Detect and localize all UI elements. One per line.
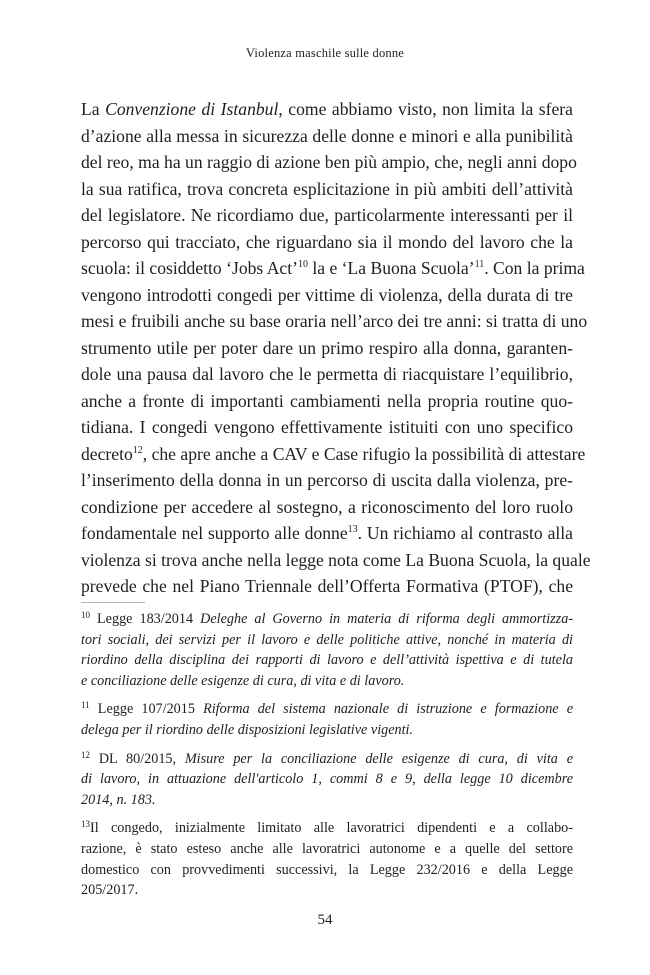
body-line: la sua ratifica, trova concreta esplicitazione in più ambiti dell’attività xyxy=(81,178,573,199)
text-run: DL 80/2015, xyxy=(98,750,185,767)
footnote-number: 12 xyxy=(81,749,90,760)
footnote-line xyxy=(81,699,573,720)
body-line: d’azione alla messa in sicurezza delle donne e minori e alla punibilità xyxy=(81,125,573,146)
text-run: , che apre anche a CAV e Case rifugio la possibilità di attestare xyxy=(142,443,586,464)
footnote-line xyxy=(81,790,573,811)
footnote-number: 13 xyxy=(81,819,90,830)
italic-title: Deleghe al Governo in materia di riforma degli ammortizza- xyxy=(200,611,574,627)
text-run: la e ‘La Buona Scuola’ xyxy=(307,258,475,278)
body-line: percorso qui tracciato, che riguardano sia il mondo del lavoro che la xyxy=(81,231,573,252)
text-run: scuola: il cosiddetto ‘Jobs Act’ xyxy=(81,258,298,278)
text-run: fondamentale nel supporto alle donne xyxy=(81,523,348,543)
body-line: mesi e fruibili anche su base oraria nell’arco dei tre anni: si tratta di uno xyxy=(81,311,588,331)
text-run: La xyxy=(81,99,106,119)
text-run: Il congedo, inizialmente limitato alle lavoratrici dipendenti e a collabo- xyxy=(90,820,573,837)
text-run: , come abbiamo visto, non limita la sfera xyxy=(278,99,573,119)
italic-title: Riforma del sistema nazionale di istruzione e formazione e xyxy=(203,701,574,718)
body-line: del legislatore. Ne ricordiamo due, particolarmente interessanti per il xyxy=(81,205,573,225)
footnote-line: razione, è stato esteso anche alle lavoratrici autonome e a quelle del settore xyxy=(81,840,573,857)
italic-title: e conciliazione delle esigenze di cura, di vita e di lavoro. xyxy=(81,672,405,689)
footnote-divider xyxy=(81,602,145,603)
body-line: tidiana. I congedi vengono effettivamente istituiti con uno specifico xyxy=(81,417,573,437)
footnote-13 xyxy=(81,818,573,900)
footnote-10 xyxy=(81,609,573,691)
body-line: vengono introdotti congedi per vittime di violenza, della durata di tre xyxy=(81,284,573,305)
body-text xyxy=(81,96,591,600)
body-line: dole una pausa dal lavoro che le permetta di riacquistare l’equilibrio, xyxy=(81,364,573,384)
italic-title: tori sociali, dei servizi per il lavoro e delle politiche attive, nonché in materia di xyxy=(81,631,573,648)
body-line: condizione per accedere al sostegno, a riconoscimento del loro ruolo xyxy=(81,496,573,517)
body-line xyxy=(81,520,573,547)
text-run: . Con la prima xyxy=(484,258,585,278)
text-run: . Un richiamo al contrasto alla xyxy=(357,523,573,543)
footnote-11 xyxy=(81,699,573,740)
body-line: anche a fronte di importanti cambiamenti nella propria routine quo- xyxy=(81,390,573,411)
footnote-line xyxy=(81,650,573,671)
body-line: del reo, ma ha un raggio di azione ben più ampio, che, negli anni dopo xyxy=(81,152,577,172)
page-number: 54 xyxy=(317,912,333,928)
text-run: decreto xyxy=(81,443,133,464)
footnote-12 xyxy=(81,749,573,811)
footnote-line xyxy=(81,630,573,651)
footnote-number: 10 xyxy=(81,610,90,620)
footnote-number: 11 xyxy=(81,700,90,711)
footnote-line xyxy=(81,749,573,770)
body-line: strumento utile per poter dare un primo respiro alla donna, garanten- xyxy=(81,337,573,358)
text-run: Legge 107/2015 xyxy=(97,701,204,718)
footnote-ref[interactable]: 11 xyxy=(474,259,485,270)
italic-title: 2014, n. 183. xyxy=(81,791,156,808)
body-line: prevede che nel Piano Triennale dell’Offerta Formativa (PTOF), che xyxy=(81,576,573,596)
body-line xyxy=(81,96,573,123)
footnote-line xyxy=(81,671,573,692)
footnote-ref[interactable]: 10 xyxy=(297,259,308,270)
running-head: Violenza maschile sulle donne xyxy=(245,46,405,60)
footnote-line: 205/2017. xyxy=(81,882,139,899)
italic-title: delega per il riordino delle disposizioni legislative vigenti. xyxy=(81,721,414,738)
footnote-line xyxy=(81,769,573,790)
footnote-line xyxy=(81,818,573,839)
italic-title: Convenzione di Istanbul xyxy=(105,99,279,119)
italic-title: riordino della disciplina dei rapporti di lavoro e dell’attività ispettiva e di tutela xyxy=(81,652,573,669)
footnote-line: domestico con provvedimenti successivi, la Legge 232/2016 e della Legge xyxy=(81,861,573,878)
footnote-line xyxy=(81,720,573,741)
footnote-line xyxy=(81,609,573,630)
italic-title: Misure per la conciliazione delle esigenze di cura, di vita e xyxy=(184,750,574,767)
footnotes xyxy=(81,609,573,909)
body-line xyxy=(81,255,585,282)
italic-title: di lavoro, in attuazione dell'articolo 1, commi 8 e 9, della legge 10 dicembre xyxy=(81,771,573,788)
footnote-ref[interactable]: 13 xyxy=(347,524,358,535)
body-line: l’inserimento della donna in un percorso di uscita dalla violenza, pre- xyxy=(81,470,573,490)
body-line: violenza si trova anche nella legge nota come La Buona Scuola, la quale xyxy=(81,549,591,570)
footnote-ref[interactable]: 12 xyxy=(132,444,143,456)
body-line xyxy=(81,441,586,468)
text-run: Legge 183/2014 xyxy=(97,611,201,627)
